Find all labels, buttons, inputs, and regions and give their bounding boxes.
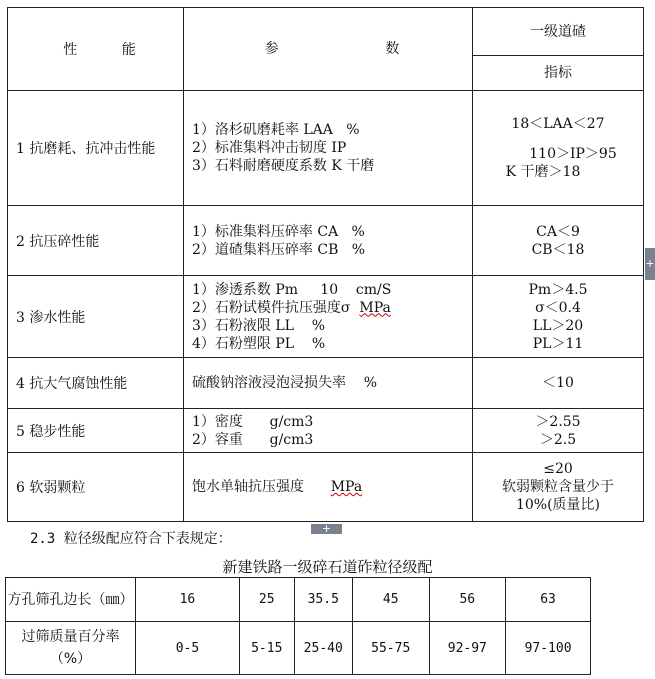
passing-range: 0-5 [135, 622, 239, 675]
expand-row-button[interactable]: + [311, 524, 342, 534]
passing-range: 92-97 [429, 622, 506, 675]
value-cell: 18＜LAA＜27 110＞IP＞95 K 干磨＞18 [473, 91, 644, 206]
property-cell: 5 稳步性能 [8, 409, 184, 453]
table-row [6, 578, 591, 622]
ballast-properties-table [7, 7, 644, 522]
property-cell: 4 抗大气腐蚀性能 [8, 358, 184, 409]
expand-column-button[interactable]: + [645, 248, 655, 280]
sieve-size: 35.5 [294, 578, 352, 622]
table-row [8, 91, 644, 206]
value-cell: ＜10 [473, 358, 644, 409]
property-cell: 1 抗磨耗、抗冲击性能 [8, 91, 184, 206]
param-cell: 1）标准集料压碎率 CA % 2）道碴集料压碎率 CB % [184, 206, 473, 276]
param-cell: 硫酸钠溶液浸泡浸损失率 % [184, 358, 473, 409]
header-property: 性 能 [8, 8, 184, 91]
passing-range: 97-100 [506, 622, 591, 675]
table-row [6, 622, 591, 675]
gradation-table [5, 577, 591, 675]
param-cell: 1）渗透系数 Pm 10 cm/S 2）石粉试模件抗压强度σ MPa 3）石粉液限 LL % 4）石粉塑限 PL % [184, 276, 473, 358]
section-intro: 2.3 粒径级配应符合下表规定： [30, 531, 232, 547]
value-cell: ≤20 软弱颗粒含量少于 10%(质量比) [473, 453, 644, 522]
sieve-size: 56 [429, 578, 506, 622]
param-cell: 1）洛杉矶磨耗率 LAA % 2）标准集料冲击韧度 IP 3）石料耐磨硬度系数 K 干磨 [184, 91, 473, 206]
header-parameter: 参 数 [184, 8, 473, 91]
passing-range: 5-15 [239, 622, 294, 675]
sieve-size: 45 [352, 578, 429, 622]
table-row [8, 276, 644, 358]
value-cell: ＞2.55 ＞2.5 [473, 409, 644, 453]
param-cell: 饱水单轴抗压强度 MPa [184, 453, 473, 522]
param-cell: 1）密度 g/cm3 2）容重 g/cm3 [184, 409, 473, 453]
passing-range: 25-40 [294, 622, 352, 675]
table-row [8, 409, 644, 453]
table-row [8, 206, 644, 276]
property-cell: 6 软弱颗粒 [8, 453, 184, 522]
passing-label: 过筛质量百分率 （%） [6, 622, 136, 675]
passing-range: 55-75 [352, 622, 429, 675]
table-caption: 新建铁路一级碎石道砟粒径级配 [222, 558, 433, 576]
sieve-size-label: 方孔筛孔边长（㎜） [6, 578, 136, 622]
property-cell: 2 抗压碎性能 [8, 206, 184, 276]
sieve-size: 16 [135, 578, 239, 622]
table-row [8, 358, 644, 409]
sieve-size: 25 [239, 578, 294, 622]
header-indicator: 指标 [473, 56, 644, 91]
value-cell: Pm＞4.5 σ＜0.4 LL＞20 PL＞11 [473, 276, 644, 358]
property-cell: 3 渗水性能 [8, 276, 184, 358]
table-row [8, 453, 644, 522]
value-cell: CA＜9 CB＜18 [473, 206, 644, 276]
header-grade: 一级道碴 [473, 8, 644, 56]
sieve-size: 63 [506, 578, 591, 622]
